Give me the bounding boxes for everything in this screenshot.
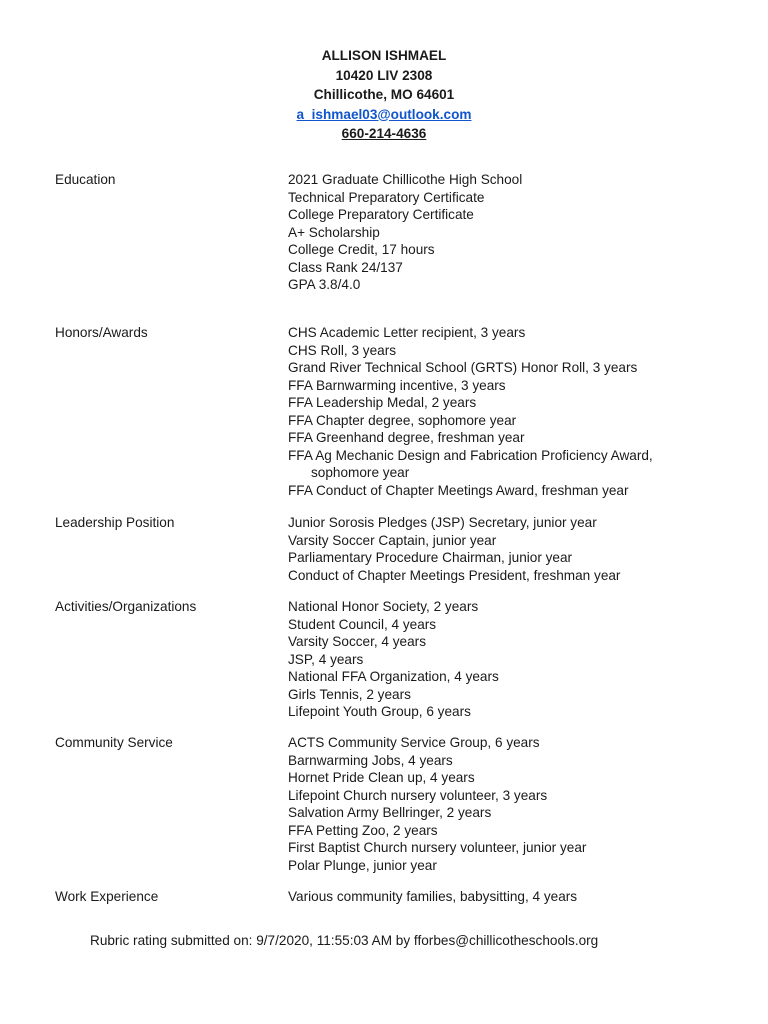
list-item: FFA Chapter degree, sophomore year bbox=[288, 412, 517, 428]
rubric-submission-note: Rubric rating submitted on: 9/7/2020, 11:55:03 AM by fforbes@chillicotheschools.org bbox=[90, 933, 599, 948]
activities-list bbox=[288, 598, 718, 721]
list-item: FFA Leadership Medal, 2 years bbox=[288, 395, 477, 410]
list-item: Various community families, babysitting, 4 years bbox=[288, 889, 578, 904]
list-item: Conduct of Chapter Meetings President, freshman year bbox=[288, 567, 621, 583]
section-label-work-experience: Work Experience bbox=[55, 889, 159, 904]
list-item: National Honor Society, 2 years bbox=[288, 599, 479, 614]
list-item: Hornet Pride Clean up, 4 years bbox=[288, 770, 475, 785]
list-item: Polar Plunge, junior year bbox=[288, 857, 437, 873]
list-item: Junior Sorosis Pledges (JSP) Secretary, junior year bbox=[288, 515, 597, 530]
list-item: National FFA Organization, 4 years bbox=[288, 669, 499, 684]
leadership-list bbox=[288, 514, 718, 584]
honors-list bbox=[288, 324, 718, 499]
list-item: CHS Roll, 3 years bbox=[288, 342, 397, 358]
list-item bbox=[288, 447, 718, 482]
list-item-continuation: sophomore year bbox=[311, 465, 410, 480]
list-item: Class Rank 24/137 bbox=[288, 259, 403, 275]
list-item: A+ Scholarship bbox=[288, 224, 380, 240]
list-item: Barnwarming Jobs, 4 years bbox=[288, 752, 453, 768]
list-item-text: FFA Ag Mechanic Design and Fabrication Proficiency Award, bbox=[288, 447, 653, 463]
section-label-community-service: Community Service bbox=[55, 735, 173, 750]
section-label-honors-awards: Honors/Awards bbox=[55, 325, 148, 340]
list-item: GPA 3.8/4.0 bbox=[288, 277, 361, 292]
list-item: Parliamentary Procedure Chairman, junior year bbox=[288, 550, 573, 565]
list-item: Grand River Technical School (GRTS) Honor Roll, 3 years bbox=[288, 360, 638, 375]
section-label-leadership-position: Leadership Position bbox=[55, 515, 175, 530]
list-item: Student Council, 4 years bbox=[288, 616, 437, 632]
list-item: FFA Greenhand degree, freshman year bbox=[288, 430, 525, 445]
applicant-name: ALLISON ISHMAEL bbox=[321, 48, 447, 63]
list-item: Lifepoint Youth Group, 6 years bbox=[288, 704, 471, 719]
list-item: College Preparatory Certificate bbox=[288, 207, 474, 222]
list-item: Salvation Army Bellringer, 2 years bbox=[288, 805, 492, 820]
community-service-list bbox=[288, 734, 718, 874]
list-item: 2021 Graduate Chillicothe High School bbox=[288, 172, 523, 187]
list-item: FFA Barnwarming incentive, 3 years bbox=[288, 377, 506, 393]
section-label-activities-organizations: Activities/Organizations bbox=[55, 599, 197, 614]
list-item: Girls Tennis, 2 years bbox=[288, 686, 411, 702]
list-item: Technical Preparatory Certificate bbox=[288, 189, 485, 205]
email-link[interactable]: a_ishmael03@outlook.com bbox=[296, 106, 472, 122]
section-label-education: Education bbox=[55, 172, 116, 187]
list-item: ACTS Community Service Group, 6 years bbox=[288, 735, 540, 750]
phone-number: 660-214-4636 bbox=[341, 126, 427, 141]
address-line-2: Chillicothe, MO 64601 bbox=[313, 87, 455, 102]
list-item: CHS Academic Letter recipient, 3 years bbox=[288, 325, 526, 340]
list-item: Varsity Soccer Captain, junior year bbox=[288, 532, 497, 548]
list-item: JSP, 4 years bbox=[288, 651, 364, 667]
list-item: First Baptist Church nursery volunteer, junior year bbox=[288, 840, 587, 855]
address-line-1: 10420 LIV 2308 bbox=[335, 67, 433, 83]
education-list bbox=[288, 171, 718, 294]
list-item: Varsity Soccer, 4 years bbox=[288, 634, 427, 649]
work-experience-list bbox=[288, 888, 718, 906]
list-item: FFA Petting Zoo, 2 years bbox=[288, 822, 438, 838]
list-item: College Credit, 17 hours bbox=[288, 242, 435, 257]
list-item: Lifepoint Church nursery volunteer, 3 years bbox=[288, 787, 548, 803]
list-item: FFA Conduct of Chapter Meetings Award, freshman year bbox=[288, 482, 629, 498]
